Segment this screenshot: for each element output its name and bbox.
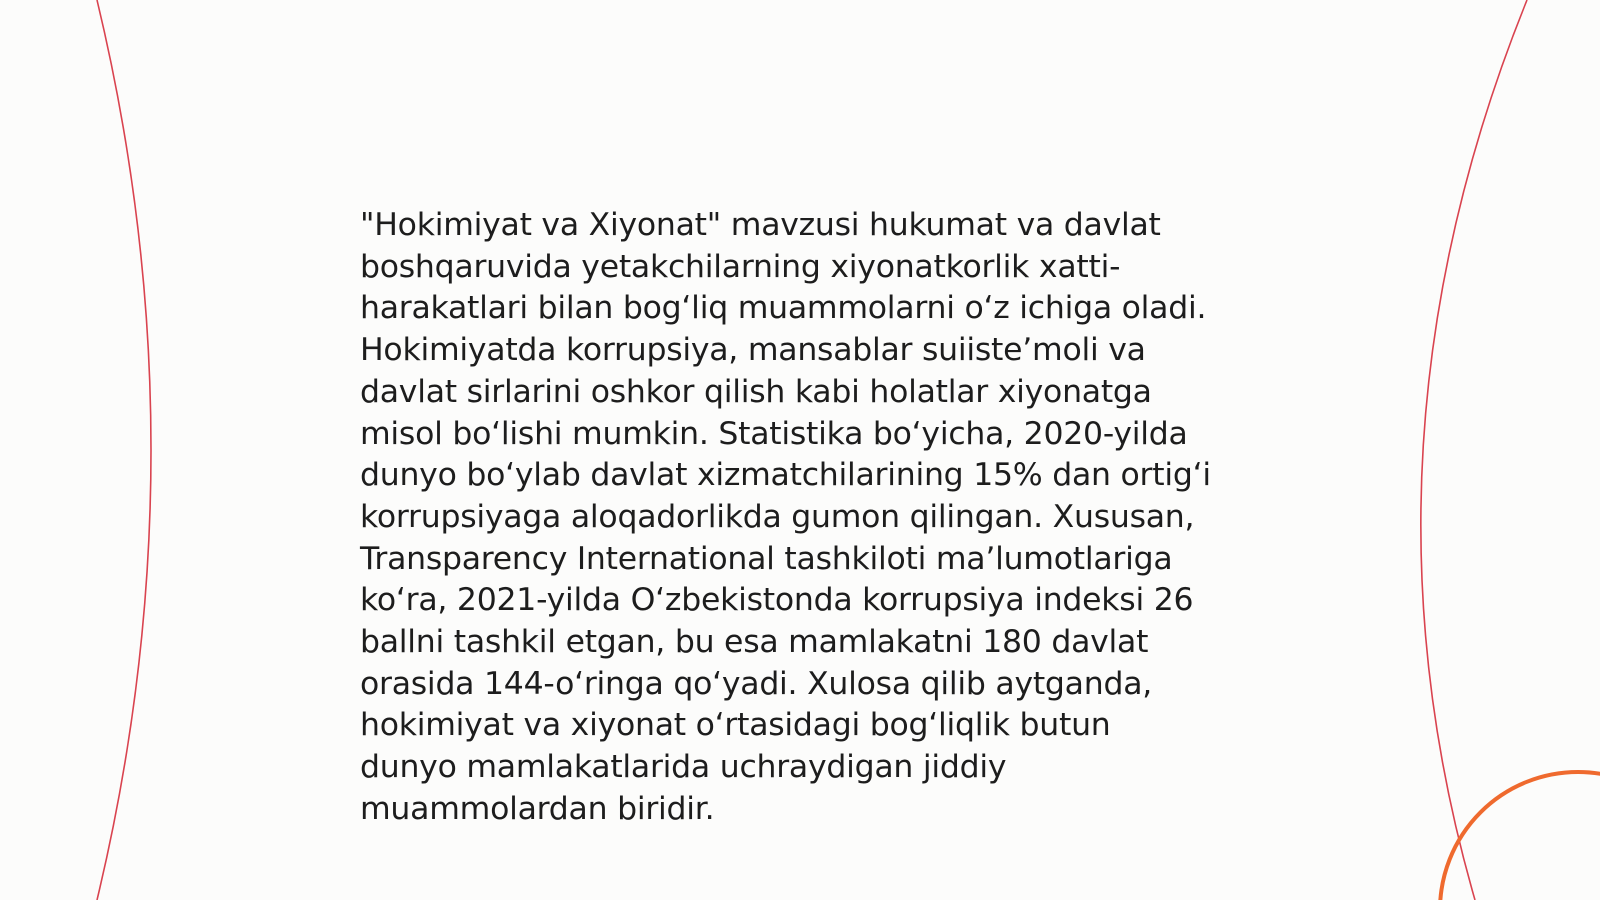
left-arc bbox=[97, 0, 151, 900]
text-line: dunyo bo‘ylab davlat xizmatchilarining 15% dan ortig‘i bbox=[360, 457, 1211, 494]
text-line: korrupsiyaga aloqadorlikda gumon qilingan. Xususan, bbox=[360, 498, 1195, 535]
text-line: boshqaruvida yetakchilarning xiyonatkorlik xatti- bbox=[360, 248, 1121, 285]
text-line: "Hokimiyat va Xiyonat" mavzusi hukumat va davlat bbox=[360, 207, 1161, 243]
text-line: Transparency International tashkiloti ma’lumotlariga bbox=[360, 540, 1173, 577]
text-line: hokimiyat va xiyonat o‘rtasidagi bog‘liqlik butun bbox=[360, 707, 1111, 744]
text-line: harakatlari bilan bog‘liq muammolarni o‘z ichiga oladi. bbox=[360, 290, 1207, 327]
text-line: misol bo‘lishi mumkin. Statistika bo‘yicha, 2020-yilda bbox=[360, 415, 1188, 452]
orange-ring bbox=[1440, 772, 1600, 900]
text-line: davlat sirlarini oshkor qilish kabi holatlar xiyonatga bbox=[360, 373, 1152, 410]
text-line: dunyo mamlakatlarida uchraydigan jiddiy bbox=[360, 749, 1007, 786]
text-line: muammolardan biridir. bbox=[360, 790, 715, 827]
text-line: Hokimiyatda korrupsiya, mansablar suiiste’moli va bbox=[360, 332, 1146, 369]
body-paragraph bbox=[360, 205, 1260, 831]
text-line: orasida 144-o‘ringa qo‘yadi. Xulosa qilib aytganda, bbox=[360, 665, 1153, 702]
text-line: ko‘ra, 2021-yilda O‘zbekistonda korrupsiya indeksi 26 bbox=[360, 582, 1194, 619]
right-arc bbox=[1421, 0, 1527, 900]
text-line: ballni tashkil etgan, bu esa mamlakatni 180 davlat bbox=[360, 624, 1149, 661]
